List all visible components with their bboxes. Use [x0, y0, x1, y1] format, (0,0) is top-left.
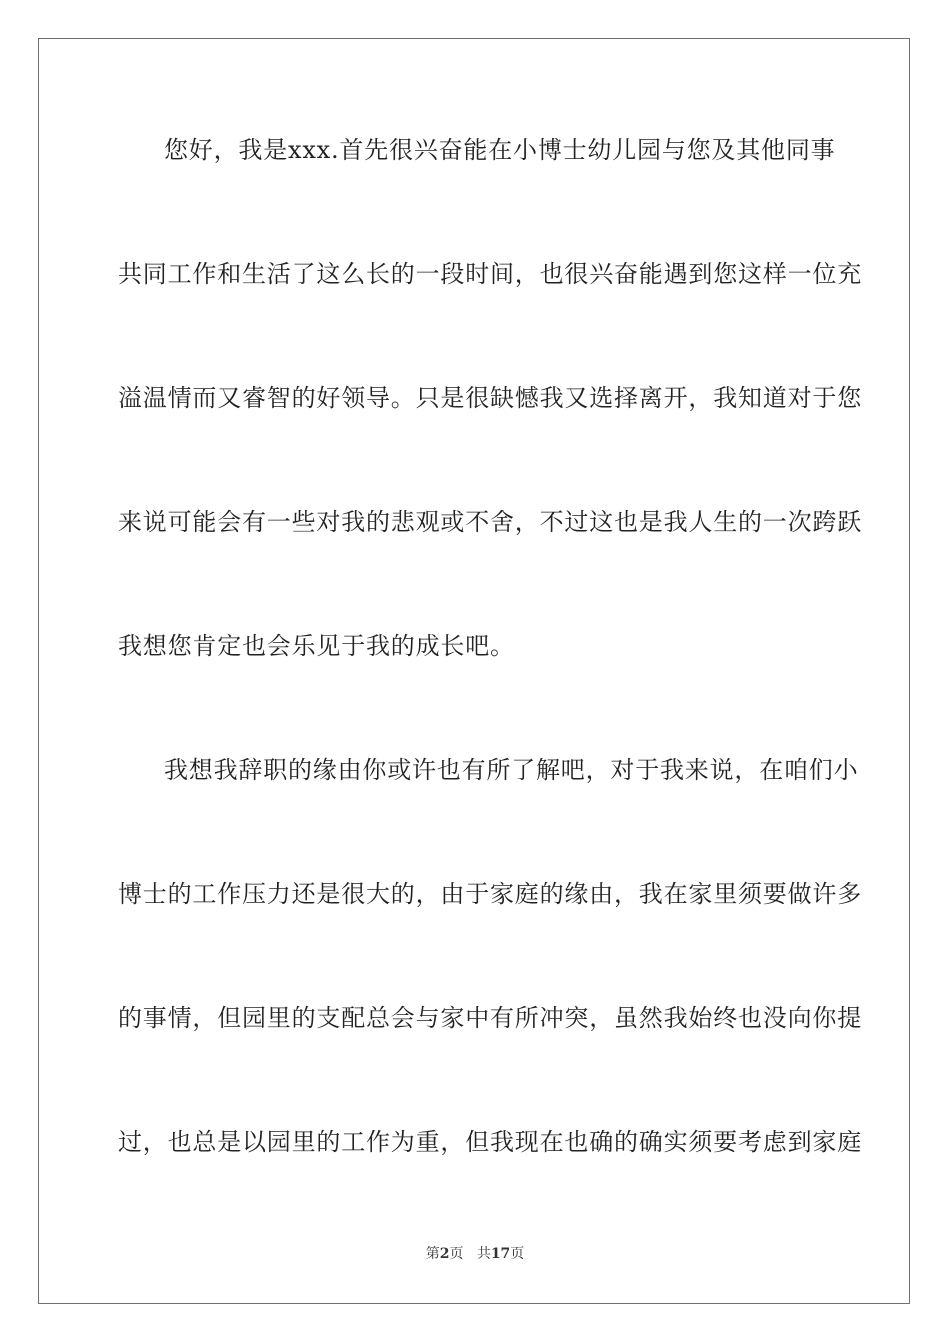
- text-line: 我想我辞职的缘由你或许也有所了解吧，对于我来说，在咱们小: [164, 756, 859, 784]
- text-line: 博士的工作压力还是很大的，由于家庭的缘由，我在家里须要做许多: [118, 880, 862, 908]
- page-prefix: 第: [425, 1246, 440, 1262]
- text-line: 来说可能会有一些对我的悲观或不舍，不过这也是我人生的一次跨跃: [118, 508, 862, 536]
- total-suffix: 页: [510, 1246, 525, 1262]
- page-border: [38, 38, 910, 1304]
- page-suffix: 页: [449, 1246, 464, 1262]
- page-number: 2: [439, 1246, 450, 1262]
- text-line: 过，也总是以园里的工作为重，但我现在也确的确实须要考虑到家庭: [118, 1128, 862, 1156]
- text-line: 共同工作和生活了这么长的一段时间，也很兴奋能遇到您这样一位充: [118, 260, 862, 288]
- text-line: 我想您肯定也会乐见于我的成长吧。: [118, 632, 515, 660]
- text-line: 溢温情而又睿智的好领导。只是很缺憾我又选择离开，我知道对于您: [118, 384, 862, 412]
- text-line: 您好，我是xxx.首先很兴奋能在小博士幼儿园与您及其他同事: [164, 136, 836, 164]
- total-pages: 17: [490, 1246, 511, 1262]
- page-footer: [0, 1243, 950, 1263]
- text-line: 的事情，但园里的支配总会与家中有所冲突，虽然我始终也没向你提: [118, 1004, 862, 1032]
- total-prefix: 共: [476, 1246, 491, 1262]
